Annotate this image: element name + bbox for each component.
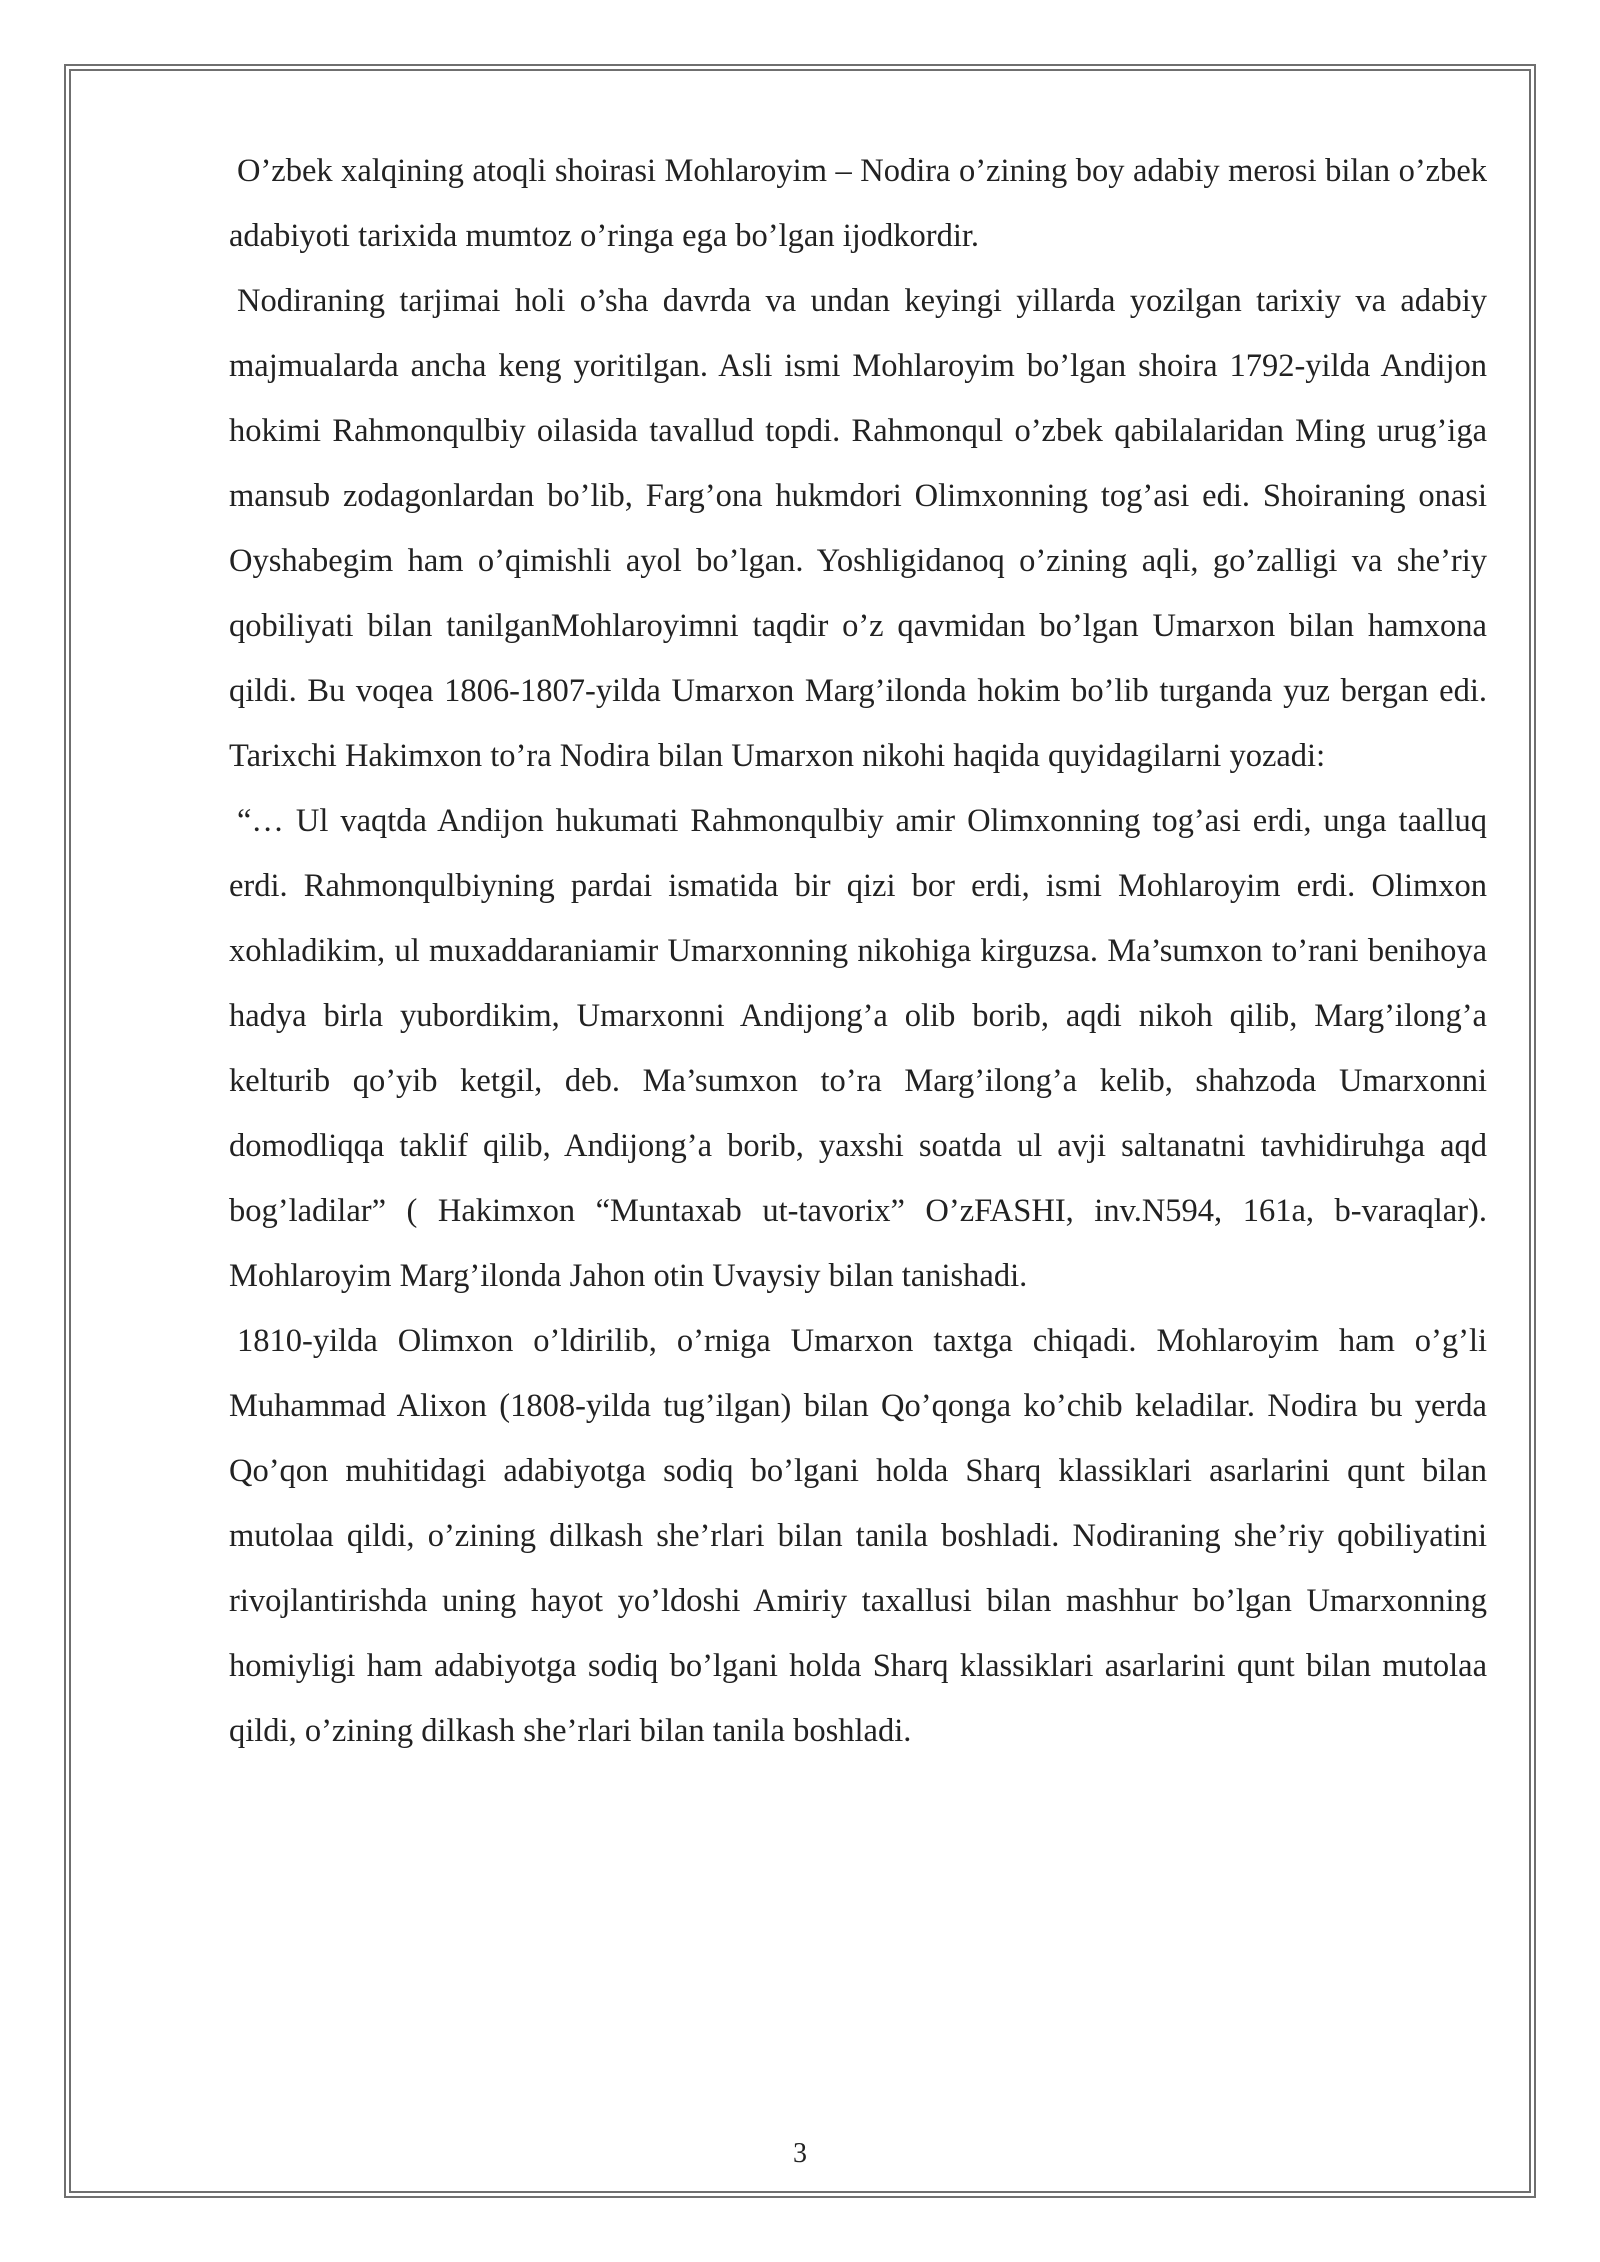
page-number: 3 [793, 2138, 807, 2169]
paragraph-quotation: “… Ul vaqtda Andijon hukumati Rahmonqulbiy amir Olimxonning tog’asi erdi, unga taalluq erdi. Rahmonqulbiyning pardai ismatida bir qizi bor erdi, ismi Mohlaroyim erdi. Olimxon xohladikim, ul muxaddaraniamir Umarxonning nikohiga kirguzsa. Ma’sumxon to’rani benihoya hadya birla yubordikim, Umarxonni Andijong’a olib borib, aqdi nikoh qilib, Marg’ilong’a kelturib qo’yib ketgil, deb. Ma’sumxon to’ra Marg’ilong’a kelib, shahzoda Umarxonni domodliqqa taklif qilib, Andijong’a borib, yaxshi soatda ul avji saltanatni tavhidiruhga aqd bog’ladilar” ( Hakimxon “Muntaxab ut-tavorix” O’zFASHI, inv.N594, 161a, b-varaqlar). Mohlaroyim Marg’ilonda Jahon otin Uvaysiy bilan tanishadi. [229, 803, 1487, 1294]
document-body [229, 139, 1487, 1764]
paragraph-biography: Nodiraning tarjimai holi o’sha davrda va undan keyingi yillarda yozilgan tarixiy va adabiy majmualarda ancha keng yoritilgan. Asli ismi Mohlaroyim bo’lgan shoira 1792-yilda Andijon hokimi Rahmonqulbiy oilasida tavallud topdi. Rahmonqul o’zbek qabilalaridan Ming urug’iga mansub zodagonlardan bo’lib, Farg’ona hukmdori Olimxonning tog’asi edi. Shoiraning onasi Oyshabegim ham o’qimishli ayol bo’lgan. Yoshligidanoq o’zining aqli, go’zalligi va she’riy qobiliyati bilan tanilganMohlaroyimni taqdir o’z qavmidan bo’lgan Umarxon bilan hamxona qildi. Bu voqea 1806-1807-yilda Umarxon Marg’ilonda hokim bo’lib turganda yuz bergan edi. Tarixchi Hakimxon to’ra Nodira bilan Umarxon nikohi haqida quyidagilarni yozadi: [229, 283, 1487, 774]
paragraph-kokand: 1810-yilda Olimxon o’ldirilib, o’rniga Umarxon taxtga chiqadi. Mohlaroyim ham o’g’li Muhammad Alixon (1808-yilda tug’ilgan) bilan Qo’qonga ko’chib keladilar. Nodira bu yerda Qo’qon muhitidagi adabiyotga sodiq bo’lgani holda Sharq klassiklari asarlarini qunt bilan mutolaa qildi, o’zining dilkash she’rlari bilan tanila boshladi. Nodiraning she’riy qobiliyatini rivojlantirishda uning hayot yo’ldoshi Amiriy taxallusi bilan mashhur bo’lgan Umarxonning homiyligi ham adabiyotga sodiq bo’lgani holda Sharq klassiklari asarlarini qunt bilan mutolaa qildi, o’zining dilkash she’rlari bilan tanila boshladi. [229, 1323, 1487, 1749]
paragraph-intro: O’zbek xalqining atoqli shoirasi Mohlaroyim – Nodira o’zining boy adabiy merosi bilan o’zbek adabiyoti tarixida mumtoz o’ringa ega bo’lgan ijodkordir. [229, 153, 1487, 254]
